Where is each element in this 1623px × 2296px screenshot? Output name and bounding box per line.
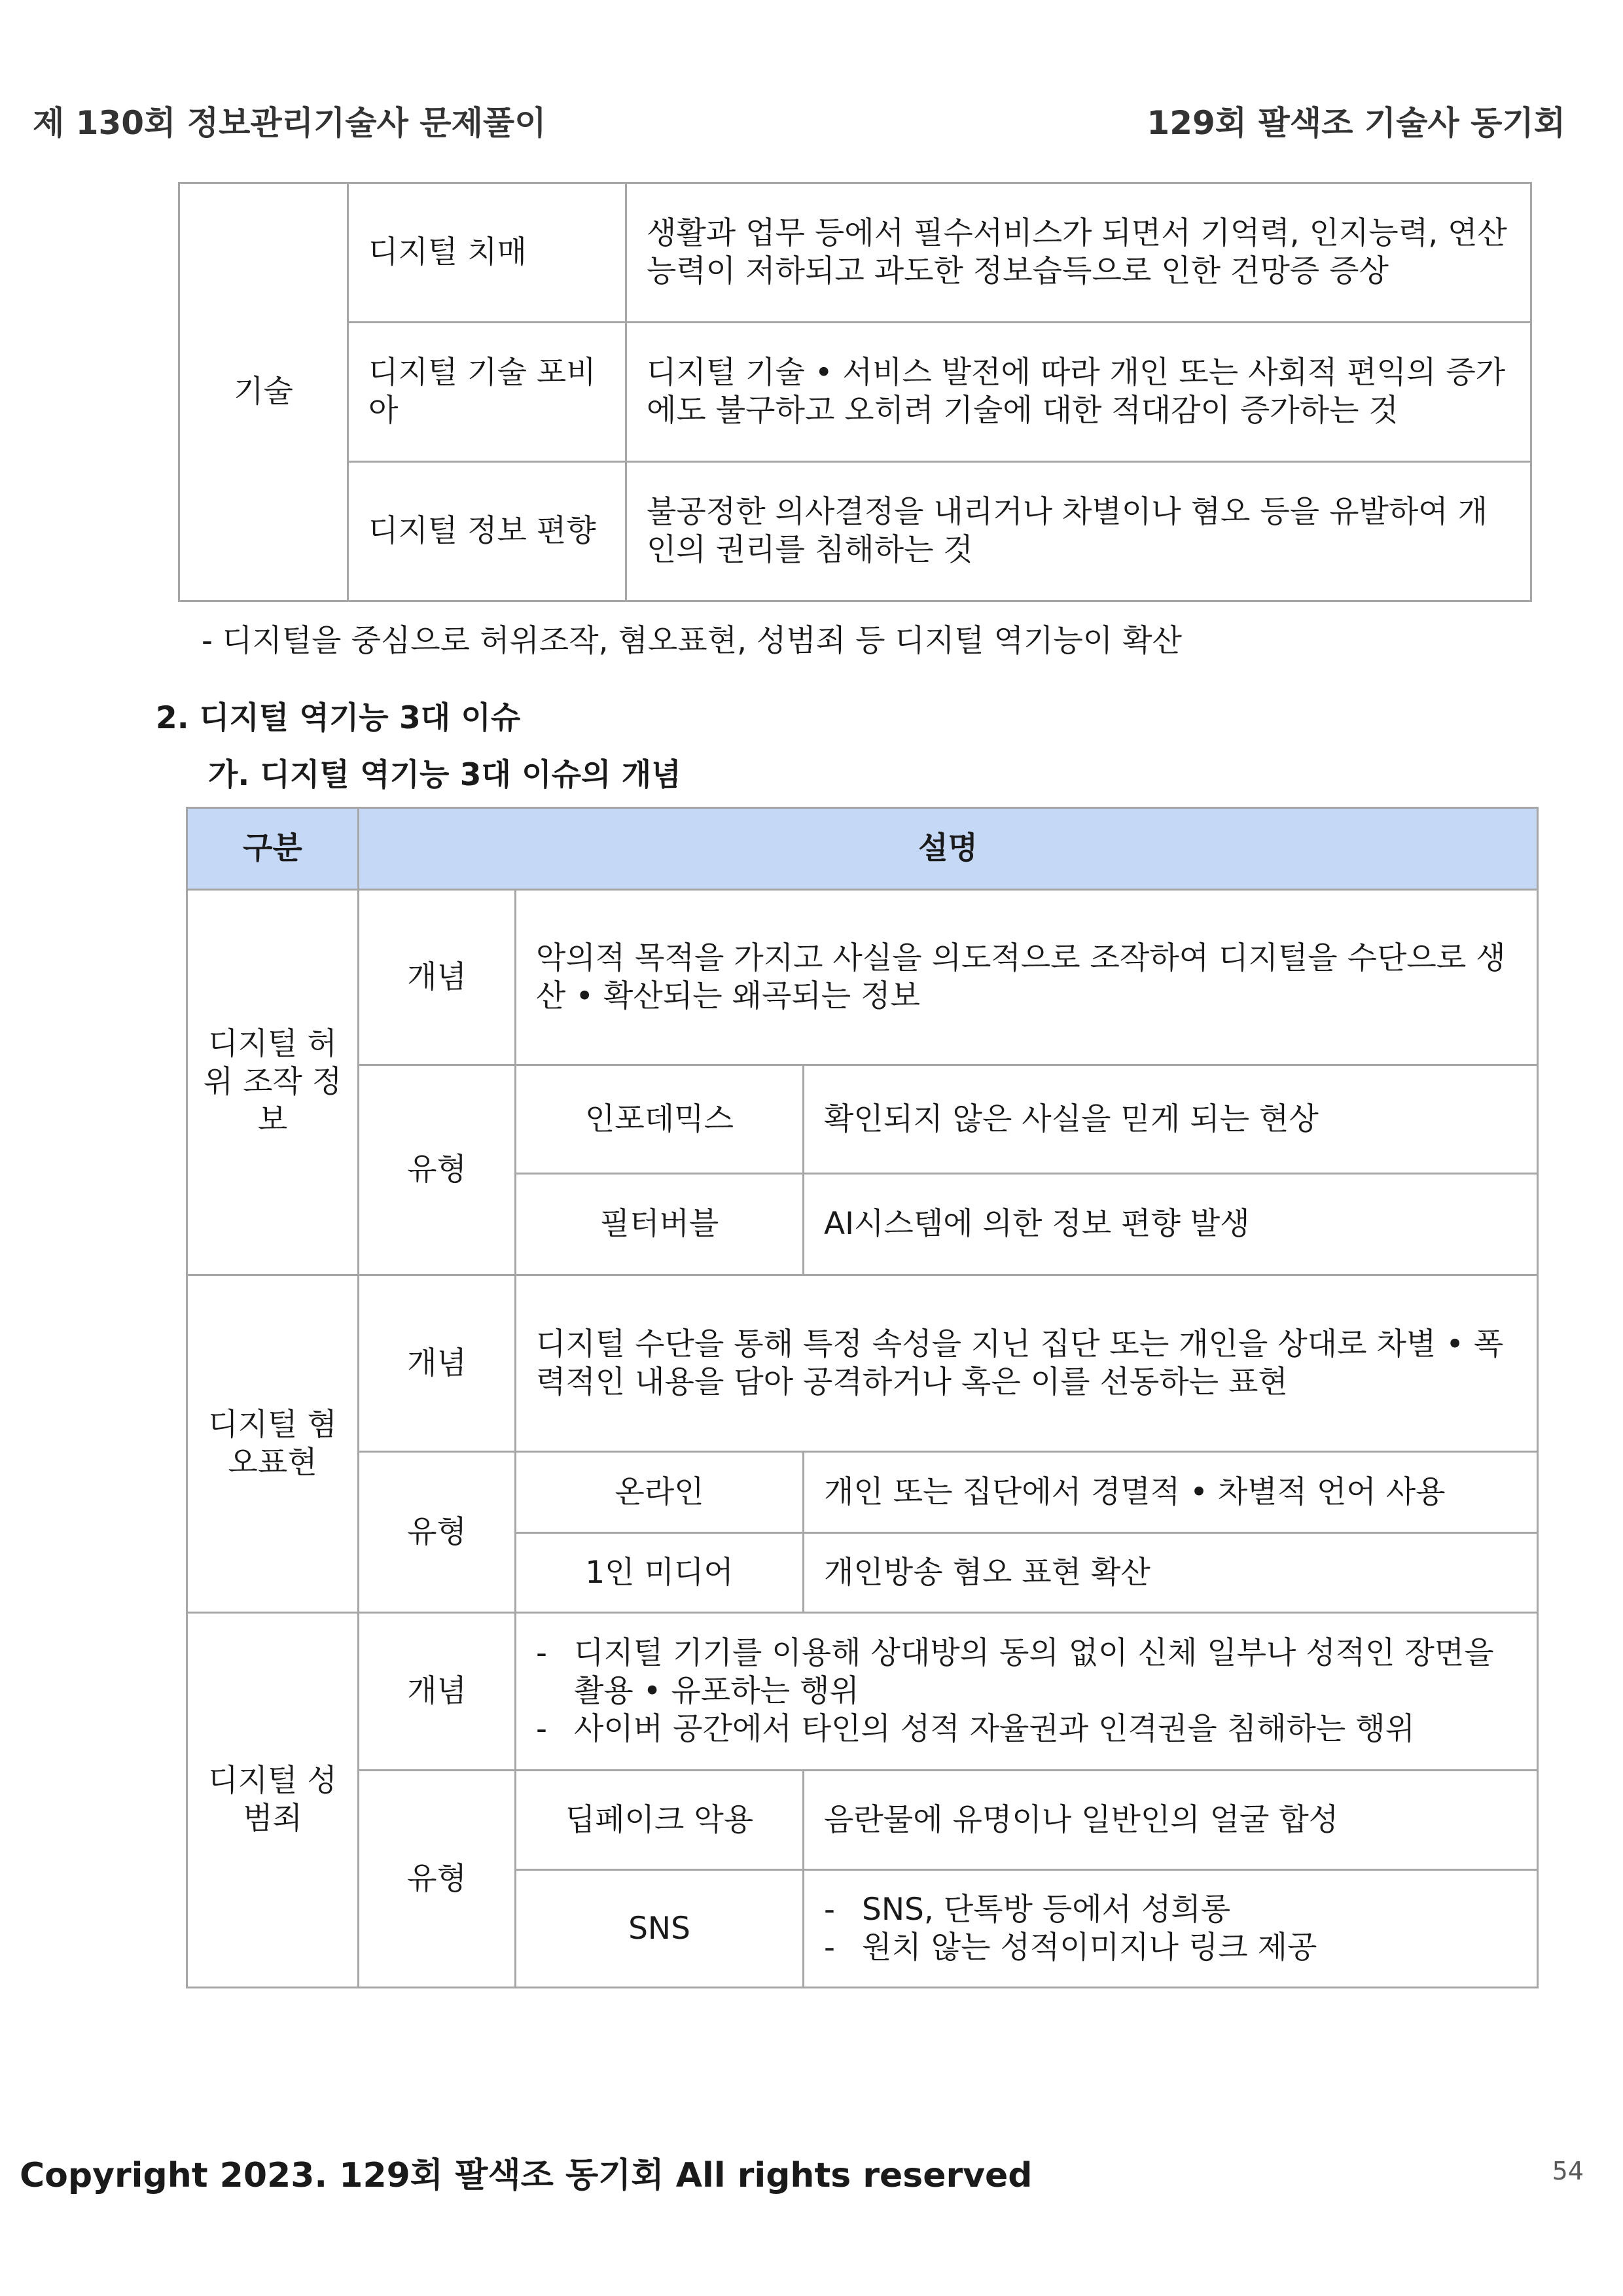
concept-list — [536, 1634, 1517, 1748]
description-cell: 디지털 기술 • 서비스 발전에 따라 개인 또는 사회적 편익의 증가에도 불구하고 오히려 기술에 대한 적대감이 증가하는 것 — [626, 323, 1531, 462]
dysfunction-issues-table — [186, 807, 1539, 1988]
table-row — [179, 462, 1531, 601]
type-desc-cell: 개인방송 혐오 표현 확산 — [804, 1533, 1538, 1613]
header-right-title: 129회 팔색조 기술사 동기회 — [1147, 104, 1565, 142]
note-text: - 디지털을 중심으로 허위조작, 혐오표현, 성범죄 등 디지털 역기능이 확산 — [202, 623, 1182, 659]
header-left-title: 제 130회 정보관리기술사 문제풀이 — [33, 104, 546, 142]
concept-cell: 악의적 목적을 가지고 사실을 의도적으로 조작하여 디지털을 수단으로 생산 • 확산되는 왜곡되는 정보 — [516, 890, 1538, 1065]
term-cell: 디지털 정보 편향 — [348, 462, 626, 601]
table-row — [187, 890, 1538, 1065]
category-cell: 기술 — [179, 183, 348, 601]
table-row — [187, 1613, 1538, 1771]
type-name-cell: 필터버블 — [516, 1174, 804, 1275]
type-desc-cell: AI시스템에 의한 정보 편향 발생 — [804, 1174, 1538, 1275]
description-cell: 생활과 업무 등에서 필수서비스가 되면서 기억력, 인지능력, 연산능력이 저하되고 과도한 정보습득으로 인한 건망증 증상 — [626, 183, 1531, 323]
type-name-cell: 온라인 — [516, 1452, 804, 1533]
table-row — [187, 1771, 1538, 1870]
subsection-heading: 가. 디지털 역기능 3대 이슈의 개념 — [208, 757, 681, 793]
category-cell: 디지털 성범죄 — [187, 1613, 359, 1988]
list-item: - SNS, 단톡방 등에서 성희롱 — [824, 1891, 1517, 1929]
table-row — [187, 1065, 1538, 1174]
type-desc-cell: 개인 또는 집단에서 경멸적 • 차별적 언어 사용 — [804, 1452, 1538, 1533]
table-row — [187, 1452, 1538, 1533]
list-item: - 원치 않는 성적이미지나 링크 제공 — [824, 1929, 1517, 1967]
concept-label: 개념 — [359, 1275, 516, 1452]
concept-cell: 디지털 수단을 통해 특정 속성을 지닌 집단 또는 개인을 상대로 차별 • 폭력적인 내용을 담아 공격하거나 혹은 이를 선동하는 표현 — [516, 1275, 1538, 1452]
header-cell-category: 구분 — [187, 808, 359, 890]
header-cell-description: 설명 — [359, 808, 1538, 890]
category-cell: 디지털 혐오표현 — [187, 1275, 359, 1613]
table-row — [179, 323, 1531, 462]
category-cell: 디지털 허위 조작 정보 — [187, 890, 359, 1275]
term-cell: 디지털 치매 — [348, 183, 626, 323]
page-number: 54 — [1552, 2157, 1584, 2185]
list-item: - 사이버 공간에서 타인의 성적 자율권과 인격권을 침해하는 행위 — [536, 1710, 1517, 1748]
section-heading: 2. 디지털 역기능 3대 이슈 — [156, 700, 521, 736]
type-label: 유형 — [359, 1452, 516, 1613]
concept-label: 개념 — [359, 1613, 516, 1771]
type-desc-cell: 확인되지 않은 사실을 믿게 되는 현상 — [804, 1065, 1538, 1174]
type-name-cell: 1인 미디어 — [516, 1533, 804, 1613]
type-name-cell: 인포데믹스 — [516, 1065, 804, 1174]
table-row — [179, 183, 1531, 323]
list-item: - 디지털 기기를 이용해 상대방의 동의 없이 신체 일부나 성적인 장면을 촬용 • 유포하는 행위 — [536, 1634, 1517, 1710]
type-name-cell: SNS — [516, 1870, 804, 1988]
type-desc-list — [824, 1891, 1517, 1967]
tech-dysfunction-table — [178, 182, 1532, 602]
table-row — [187, 1275, 1538, 1452]
description-cell: 불공정한 의사결정을 내리거나 차별이나 혐오 등을 유발하여 개인의 권리를 침해하는 것 — [626, 462, 1531, 601]
type-desc-cell — [804, 1870, 1538, 1988]
concept-label: 개념 — [359, 890, 516, 1065]
type-label: 유형 — [359, 1771, 516, 1988]
concept-cell — [516, 1613, 1538, 1771]
type-desc-cell: 음란물에 유명이나 일반인의 얼굴 합성 — [804, 1771, 1538, 1870]
copyright-text: Copyright 2023. 129회 팔색조 동기회 All rights reserved — [20, 2156, 1033, 2195]
type-label: 유형 — [359, 1065, 516, 1275]
table-header-row — [187, 808, 1538, 890]
type-name-cell: 딥페이크 악용 — [516, 1771, 804, 1870]
term-cell: 디지털 기술 포비아 — [348, 323, 626, 462]
